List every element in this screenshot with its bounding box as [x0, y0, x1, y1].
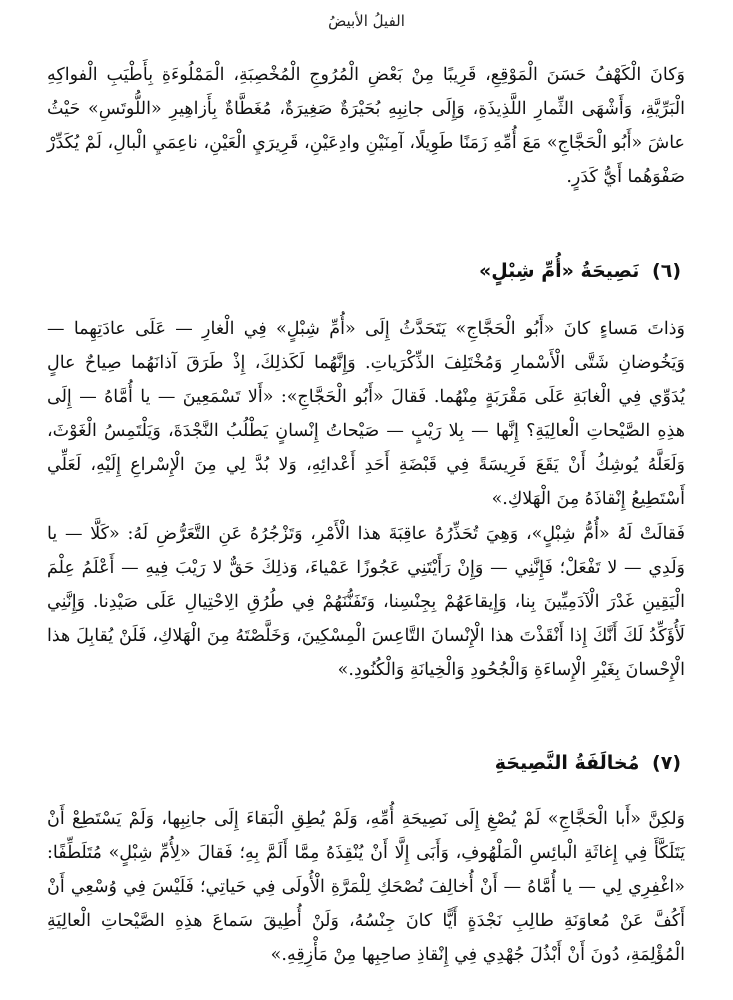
section-7-paragraph-1: وَلكِنَّ «أَبا الْحَجَّاجِ» لَمْ يُصْغِ إِلَى نَصِيحَةِ أُمِّهِ، وَلَمْ يُطِقِ الْبَقاءَ إِلَى جانِبِها، وَلَمْ يَسْتَطِعْ أَنْ يَتَلَكَّأَ فِي إِغاثَةِ الْبائِسِ الْمَلْهُوفِ، وَأَبَى إِلَّا أَنْ يُنْقِذَهُ مِمَّا أَلَمَّ بِهِ؛ فَقالَ «لِأُمِّ شِبْلٍ» مُتَلَطِّفًا: «اغْفِرِي لِي — يا أُمَّاهُ — أَنْ أُخالِفَ نُصْحَكِ لِلْمَرَّةِ الْأُولَى فِي حَياتِي؛ فَلَيْسَ فِي وُسْعِي أَنْ أَكُفَّ عَنْ مُعاوَنَةِ طالِبِ نَجْدَةٍ أَيًّا كانَ جِنْسُهُ، وَلَنْ أُطِيقَ سَماعَ هذِهِ الصَّيْحاتِ الْعالِيَةِ الْمُؤْلِمَةِ، دُونَ أَنْ أَبْذُلَ جُهْدِي فِي إِنْقاذِ صاحِبِها مِنْ مَأْزِقِهِ.» [47, 809, 685, 965]
intro-paragraph: وَكانَ الْكَهْفُ حَسَنَ الْمَوْقِعِ، قَرِيبًا مِنْ بَعْضِ الْمُرُوجِ الْمُخْصِبَةِ، الْمَمْلُوءَةِ بِأَطْيَبِ الْفواكِهِ الْبَرِّيَّةِ، وَأَشْهَى الثِّمارِ اللَّذِيذَةِ، وَإِلَى جانِبِهِ بُحَيْرَةٌ صَغِيرَةٌ، مُغَطَّاةٌ بِأَزاهِيرِ «اللُّوتَسِ» حَيْثُ عاشَ «أَبُو الْحَجَّاجِ» مَعَ أُمِّهِ زَمَنًا طَوِيلًا، آمِنَيْنِ وادِعَيْنِ، قَرِيرَيِ الْعَيْنِ، ناعِمَيِ الْبالِ، لَمْ يُكَدِّرْ صَفْوَهُما أَيُّ كَدَرٍ. [47, 65, 685, 187]
section-7-heading [495, 748, 681, 778]
section-6-paragraph-2: فَقالَتْ لَهُ «أُمُّ شِبْلٍ»، وَهِيَ تُحَذِّرُهُ عاقِبَةَ هذا الْأَمْرِ، وَتَزْجُرُهُ عَنِ التَّعَرُّضِ لَهُ: «كَلَّا — يا وَلَدِي — لا تَفْعَلْ؛ فَإِنَّنِي — وَإِنْ رَأَيْتَنِي عَجُوزًا عَمْياءَ، وَذلِكَ حَقٌّ لا رَيْبَ فِيهِ — أَعْلَمُ عِلْمَ الْيَقِينِ غَدْرَ الْآدَمِيِّينَ بِنا، وَإِيقاعَهُمْ بِجِنْسِنا، وَتَفَنُّنَهُمْ فِي طُرُقِ الِاحْتِيالِ عَلَى صَيْدِنا. وَإِنَّنِي لَأُؤَكِّدُ لَكَ أَنَّكَ إِذا أَنْقَذْتَ هذا الْإِنْسانَ التَّاعِسَ الْمِسْكِينَ، وَخَلَّصْتَهُ مِنَ الْهَلاكِ، فَلَنْ يُقابِلَ هذا الْإِحْسانَ بِغَيْرِ الْإِساءَةِ وَالْجُحُودِ وَالْخِيانَةِ وَالْكُنُودِ.» [47, 524, 685, 680]
section-6-number: (٦) [652, 260, 681, 282]
running-header: الفيلُ الأبيضُ [328, 12, 405, 30]
section-6-heading [479, 256, 681, 286]
section-6-paragraph-1: وَذاتَ مَساءٍ كانَ «أَبُو الْحَجَّاجِ» يَتَحَدَّثُ إِلَى «أُمِّ شِبْلٍ» فِي الْغارِ — عَلَى عادَتِهِما — وَيَخُوضانِ شَتَّى الْأَسْمارِ وَمُخْتَلِفَ الذِّكْرَياتِ. وَإِنَّهُما لَكَذلِكَ، إِذْ طَرَقَ آذانَهُما صِياحٌ عالٍ يُدَوِّي فِي الْغابَةِ عَلَى مَقْرَبَةٍ مِنْهُما. فَقالَ «أَبُو الْحَجَّاجِ»: «أَلا تَسْمَعِينَ — يا أُمَّاهُ — إِلَى هذِهِ الصَّيْحاتِ الْعالِيَةِ؟ إِنَّها — بِلا رَيْبٍ — صَيْحاتُ إِنْسانٍ يَطْلُبُ النَّجْدَةَ، وَيَلْتَمِسُ الْغَوْثَ، وَلَعَلَّهُ يُوشِكُ أَنْ يَقَعَ فَرِيسَةً فِي قَبْضَةِ أَحَدِ أَعْدائِهِ، وَلا بُدَّ لِي مِنَ الْإِسْراعِ إِلَيْهِ، لَعَلِّي أَسْتَطِيعُ إِنْقاذَهُ مِنَ الْهَلاكِ.» [47, 319, 685, 509]
section-7-title: مُخالَفَةُ النَّصِيحَةِ [494, 752, 640, 774]
section-7-number: (٧) [652, 752, 681, 774]
section-6-title: نَصِيحَةُ «أُمِّ شِبْلٍ» [478, 260, 640, 282]
